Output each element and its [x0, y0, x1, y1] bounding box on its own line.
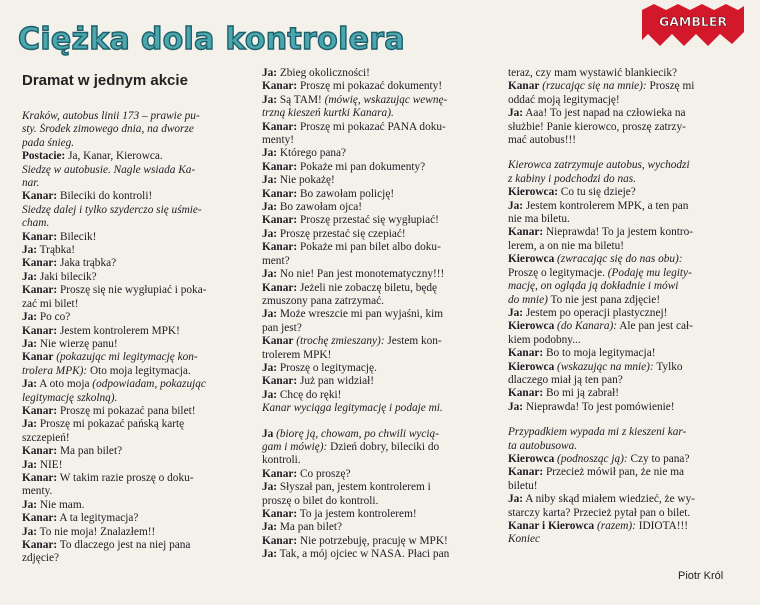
text-line: [508, 121, 746, 134]
text-line: [262, 255, 500, 268]
text-line: [508, 67, 746, 80]
dialogue-text: Którego pana?: [277, 147, 347, 160]
stage-direction: (razem):: [594, 520, 636, 532]
dialogue-text: Tak, a mój ojciec w NASA. Płaci pan: [277, 548, 450, 561]
text-line: [262, 295, 500, 308]
gambler-logo: [640, 4, 746, 50]
text-line: [262, 441, 500, 454]
speaker-label: Ja:: [22, 458, 38, 471]
speaker-label: Kanar: [508, 80, 540, 93]
text-line: [22, 244, 254, 257]
stage-direction: Siedzę dalej i tylko szyderczo się uśmie-: [22, 203, 202, 216]
text-line: [262, 201, 500, 214]
text-line: [508, 493, 746, 506]
speaker-label: Ja:: [262, 308, 278, 321]
speaker-label: Ja:: [262, 147, 278, 160]
stage-direction: do mnie): [508, 293, 548, 306]
dialogue-text: Ma pan bilet?: [57, 445, 123, 458]
text-line: [508, 186, 746, 199]
dialogue-text: zdjęcie?: [22, 552, 59, 565]
speaker-label: Kanar:: [262, 534, 298, 547]
dialogue-text: Proszę mi pokazać pana bilet!: [57, 404, 196, 417]
stage-direction: (pokazując mi legitymację kon-: [53, 351, 198, 364]
text-line: [262, 402, 500, 415]
dialogue-text: Proszę się nie wygłupiać i poka-: [57, 284, 207, 297]
dialogue-text: Bileciki do kontroli!: [57, 190, 153, 203]
text-line: [262, 548, 500, 561]
text-column-2: [262, 67, 500, 562]
text-line: [22, 459, 254, 472]
text-line: [508, 520, 746, 533]
logo-text: GAMBLER: [658, 14, 728, 29]
dialogue-text: Nieprawda! To jest pomówienie!: [523, 400, 675, 413]
dialogue-text: proszę o bilet do kontroli.: [262, 494, 379, 507]
stage-direction: z kabiny i podchodzi do nas.: [508, 172, 637, 185]
stage-direction: Siedzę w autobusie. Nagle wsiada Ka-: [22, 163, 196, 176]
dialogue-text: Przecież mówił pan, że nie ma: [543, 466, 684, 479]
text-line: [22, 311, 254, 324]
dialogue-text: Nie pokażę!: [277, 174, 335, 187]
speaker-label: Kierowca: [508, 452, 555, 465]
stage-direction: (podnosząc ją):: [554, 452, 628, 465]
dialogue-text: Jestem kontrolerem MPK!: [57, 324, 180, 337]
text-line: [262, 107, 500, 120]
dialogue-text: Proszę mi: [646, 80, 695, 93]
stage-direction: cham.: [22, 217, 50, 230]
text-line: [262, 389, 500, 402]
dialogue-text: Ja, Kanar, Kierowca.: [65, 150, 163, 163]
dialogue-text: Już pan widział!: [297, 375, 375, 388]
speaker-label: Kanar:: [22, 190, 58, 203]
text-line: [22, 418, 254, 431]
speaker-label: Kanar:: [508, 226, 544, 239]
speaker-label: Kanar:: [262, 508, 298, 520]
speaker-label: Ja:: [22, 311, 38, 324]
text-line: [262, 94, 500, 107]
dialogue-text: W takim razie proszę o doku-: [57, 471, 194, 484]
stage-direction: (biorę ją, chowam, po chwili wycią-: [273, 427, 439, 440]
speaker-label: Kanar:: [22, 512, 58, 525]
dialogue-text: dlaczego miał ją ten pan?: [508, 373, 623, 386]
stage-direction: Kierowca zatrzymuje autobus, wychodzi: [508, 159, 690, 172]
dialogue-text: Jestem kon-: [384, 335, 442, 348]
text-line: [262, 495, 500, 508]
dialogue-text: Proszę mi pokazać dokumenty!: [297, 80, 443, 93]
text-line: [22, 485, 254, 498]
text-line: [22, 445, 254, 458]
speaker-label: Kierowca: [508, 253, 555, 266]
speaker-label: Ja:: [262, 388, 278, 401]
dialogue-text: Proszę mi pokazać pańską kartę: [37, 418, 185, 431]
speaker-label: Kanar:: [508, 466, 544, 479]
dialogue-text: Proszę przestać się czepiać!: [277, 227, 406, 240]
stage-direction: pada śnieg.: [22, 136, 75, 149]
stage-direction: trzną kieszeń kurtki Kanara).: [262, 107, 394, 120]
text-line: [22, 365, 254, 378]
stage-direction: (mówię, wskazując wewnę-: [321, 93, 448, 106]
dialogue-text: A ta legitymacja?: [57, 512, 139, 525]
dialogue-text: Może wreszcie mi pan wyjaśni, kim: [277, 308, 444, 321]
dialogue-text: mać autobus!!!: [508, 134, 577, 147]
speaker-label: Kanar:: [508, 387, 544, 400]
text-line: [262, 134, 500, 147]
dialogue-text: Proszę o legitymację.: [277, 361, 377, 374]
text-line: [508, 466, 746, 479]
dialogue-text: No nie! Pan jest monotematyczny!!!: [277, 268, 445, 281]
text-column-3: [508, 67, 746, 547]
speaker-label: Kanar:: [262, 120, 298, 133]
stage-direction: sty. Środek zimowego dnia, na dworze: [22, 123, 194, 136]
speaker-label: Kanar: [262, 335, 294, 348]
text-line: [508, 440, 746, 453]
dialogue-text: Bo zawołam ojca!: [277, 201, 363, 214]
dialogue-text: Po co?: [37, 311, 71, 324]
dialogue-text: Jestem kontrolerem MPK, a ten pan: [523, 199, 689, 212]
dialogue-text: Jaki bilecik?: [37, 270, 97, 283]
speaker-label: Ja:: [262, 227, 278, 240]
speaker-label: Kanar: [22, 351, 54, 364]
text-line: [262, 174, 500, 187]
text-line: [22, 338, 254, 351]
text-line: [508, 480, 746, 493]
text-line: [22, 378, 254, 391]
dialogue-text: Nieprawda! To ja jestem kontro-: [543, 226, 694, 239]
dialogue-text: Chcę do ręki!: [277, 388, 342, 401]
dialogue-text: A oto moja: [37, 378, 90, 391]
text-line: [508, 361, 746, 374]
speaker-label: Ja:: [262, 174, 278, 187]
text-line: [508, 453, 746, 466]
dialogue-text: Dzień dobry, bileciki do: [327, 440, 440, 453]
speaker-label: Ja:: [508, 107, 524, 120]
text-line: [508, 159, 746, 172]
dialogue-text: Ma pan bilet?: [277, 521, 342, 534]
speaker-label: Ja:: [22, 378, 38, 391]
speaker-label: Ja:: [22, 418, 38, 431]
speaker-label: Ja:: [262, 268, 278, 281]
text-line: [22, 552, 254, 565]
gambler-logo-graphic: [640, 4, 746, 50]
text-line: [508, 134, 746, 147]
speaker-label: Ja:: [22, 244, 38, 257]
speaker-label: Kanar:: [22, 324, 58, 337]
dialogue-text: Jeżeli nie zobaczę biletu, będę: [297, 281, 438, 294]
text-line: [262, 349, 500, 362]
text-line: [22, 325, 254, 338]
text-line: [262, 268, 500, 281]
stage-direction: (rzucając się na mnie):: [539, 80, 647, 93]
text-line: [22, 164, 254, 177]
dialogue-text: służbie! Panie kierowco, proszę zatrzy-: [508, 120, 686, 133]
text-line: [508, 347, 746, 360]
speaker-label: Kanar:: [262, 281, 298, 294]
stage-direction: (trochę zmieszany):: [293, 335, 385, 348]
dialogue-text: Proszę mi pokazać PANA doku-: [297, 120, 446, 133]
text-line: [22, 123, 254, 136]
dialogue-text: pan jest?: [262, 321, 302, 334]
speaker-label: Ja: [262, 427, 274, 440]
speaker-label: Ja:: [22, 525, 38, 538]
speaker-label: Kanar:: [508, 347, 544, 360]
stage-direction: Kanar wyciąga legitymację i podaje mi.: [262, 402, 443, 415]
text-line: [262, 362, 500, 375]
dialogue-text: Trąbka!: [37, 244, 76, 257]
text-line: [22, 217, 254, 230]
stage-direction: legitymację szkolną).: [22, 391, 118, 404]
stage-direction: nar.: [22, 177, 40, 190]
text-line: [508, 267, 746, 280]
dialogue-text: biletu!: [508, 479, 538, 492]
stage-direction: trolera MPK):: [22, 364, 88, 377]
text-line: [508, 334, 746, 347]
dialogue-text: Słyszał pan, jestem kontrolerem i: [277, 481, 431, 494]
dialogue-text: Są TAM!: [277, 93, 322, 106]
speaker-label: Ja:: [262, 93, 278, 106]
speaker-label: Kanar:: [22, 230, 58, 243]
stage-direction: (wskazując na mnie):: [554, 360, 654, 373]
speaker-label: Ja:: [262, 67, 278, 79]
text-line: [508, 387, 746, 400]
dialogue-text: kontroli.: [262, 454, 301, 467]
stage-direction: mację, on ogląda ją dokładnie i mówi: [508, 280, 679, 293]
text-line: [508, 240, 746, 253]
text-line: [262, 322, 500, 335]
speaker-label: Ja:: [262, 361, 278, 374]
speaker-label: Ja:: [262, 521, 278, 534]
speaker-label: Kanar:: [22, 539, 58, 551]
speaker-label: Kanar:: [262, 187, 298, 200]
dialogue-text: Bilecik!: [57, 230, 97, 243]
stage-direction: (zwracając się do nas obu):: [554, 253, 683, 266]
dialogue-text: Aaa! To jest napad na człowieka na: [523, 107, 686, 120]
text-line: [22, 499, 254, 512]
dialogue-text: zać mi bilet!: [22, 297, 79, 310]
text-line: [262, 241, 500, 254]
text-line: [262, 508, 500, 521]
dialogue-text: Jaka trąbka?: [57, 257, 117, 270]
text-line: [508, 173, 746, 186]
text-line: [22, 539, 254, 552]
dialogue-text: Nie potrzebuję, pracuję w MPK!: [297, 534, 448, 547]
text-line: [22, 284, 254, 297]
text-line: [22, 472, 254, 485]
text-line: [262, 481, 500, 494]
stage-direction: (odpowiadam, pokazując: [89, 378, 206, 391]
speaker-label: Ja:: [22, 498, 38, 511]
dialogue-text: Pokaże mi pan bilet albo doku-: [297, 241, 441, 254]
stage-direction: gam i mówię):: [262, 440, 328, 453]
text-line: [22, 177, 254, 190]
dialogue-text: Nie mam.: [37, 498, 85, 511]
speaker-label: Kanar i Kierowca: [508, 520, 595, 532]
dialogue-text: IDIOTA!!!: [635, 520, 689, 532]
text-line: [262, 121, 500, 134]
article-subtitle: Dramat w jednym akcie: [22, 72, 188, 89]
text-line: [508, 507, 746, 520]
dialogue-text: Zbieg okoliczności!: [277, 67, 370, 79]
text-column-1: [22, 110, 254, 566]
text-line: [508, 94, 746, 107]
dialogue-text: Proszę przestać się wygłupiać!: [297, 214, 439, 227]
text-line: [262, 161, 500, 174]
text-line: [22, 150, 254, 163]
dialogue-text: Bo zawołam policję!: [297, 187, 395, 200]
dialogue-text: NIE!: [37, 458, 63, 471]
text-line: [262, 147, 500, 160]
speaker-label: Ja:: [262, 201, 278, 214]
text-line: [508, 80, 746, 93]
dialogue-text: starczy karta? Przecież pytał pan o bilet.: [508, 506, 691, 519]
author-signature: Piotr Król: [678, 570, 724, 582]
dialogue-text: zmuszony pana zatrzymać.: [262, 294, 385, 307]
speaker-label: Kanar:: [262, 467, 298, 480]
text-line: [508, 307, 746, 320]
speaker-label: Kanar:: [262, 241, 298, 254]
text-line: [22, 271, 254, 284]
text-line: [508, 401, 746, 414]
stage-direction: Kraków, autobus linii 173 – prawie pu-: [22, 110, 200, 122]
text-line: [508, 253, 746, 266]
dialogue-text: Jestem po operacji plastycznej!: [523, 306, 668, 319]
dialogue-text: To nie moja! Znalazłem!!: [37, 525, 156, 538]
speaker-label: Ja:: [262, 548, 278, 561]
speaker-label: Kanar:: [262, 214, 298, 227]
dialogue-text: kiem podobny...: [508, 333, 581, 346]
dialogue-text: To nie jest pana zdjęcie!: [547, 293, 661, 306]
text-line: [22, 231, 254, 244]
text-line: [508, 280, 746, 293]
text-line: [22, 392, 254, 405]
dialogue-text: Co proszę?: [297, 467, 351, 480]
stage-direction: (Podaję mu legity-: [604, 266, 692, 279]
speaker-label: Ja:: [262, 481, 278, 494]
text-line: [22, 257, 254, 270]
speaker-label: Kierowca: [508, 320, 555, 333]
dialogue-text: menty!: [262, 134, 294, 147]
text-line: [262, 428, 500, 441]
dialogue-text: menty.: [22, 485, 53, 498]
dialogue-text: A niby skąd miałem wiedzieć, że wy-: [523, 493, 695, 506]
speaker-label: Kanar:: [22, 471, 58, 484]
text-line: [508, 426, 746, 439]
dialogue-text: Ale pan jest cał-: [617, 320, 693, 333]
text-line: [22, 526, 254, 539]
text-line: [262, 188, 500, 201]
dialogue-text: Proszę o legitymacje.: [508, 266, 605, 279]
text-line: [22, 512, 254, 525]
text-line: [262, 80, 500, 93]
text-line: [262, 335, 500, 348]
text-line: [508, 533, 746, 546]
text-line: [22, 204, 254, 217]
text-line: [22, 351, 254, 364]
text-line: [262, 521, 500, 534]
speaker-label: Kanar:: [262, 375, 298, 388]
speaker-label: Ja:: [508, 400, 524, 413]
speaker-label: Ja:: [508, 493, 524, 506]
speaker-label: Kanar:: [262, 80, 298, 93]
text-line: [508, 213, 746, 226]
speaker-label: Kierowca:: [508, 186, 558, 199]
text-line: [22, 298, 254, 311]
speaker-label: Kanar:: [262, 160, 298, 173]
text-line: [262, 308, 500, 321]
dialogue-text: ment?: [262, 254, 290, 267]
dialogue-text: oddać moją legitymację!: [508, 93, 620, 106]
dialogue-text: trolerem MPK!: [262, 348, 332, 361]
text-line: [262, 67, 500, 80]
text-line: [262, 228, 500, 241]
text-line: [22, 110, 254, 123]
dialogue-text: Tylko: [653, 360, 683, 373]
dialogue-text: Czy to pana?: [627, 452, 690, 465]
dialogue-text: Nie wierzę panu!: [37, 337, 118, 350]
text-line: [262, 214, 500, 227]
dialogue-text: To dlaczego jest na niej pana: [57, 539, 191, 551]
dialogue-text: nie ma biletu.: [508, 213, 570, 226]
text-line: [22, 190, 254, 203]
text-line: [22, 405, 254, 418]
text-line: [262, 282, 500, 295]
text-line: [508, 294, 746, 307]
speaker-label: Kanar:: [22, 404, 58, 417]
speaker-label: Ja:: [22, 337, 38, 350]
text-line: [508, 107, 746, 120]
speaker-label: Ja:: [508, 199, 524, 212]
text-line: [262, 535, 500, 548]
speaker-label: Kanar:: [22, 257, 58, 270]
text-line: [508, 226, 746, 239]
stage-direction: (do Kanara):: [554, 320, 617, 333]
dialogue-text: lerem, a on nie ma biletu!: [508, 239, 625, 252]
text-line: [508, 200, 746, 213]
text-line: [262, 375, 500, 388]
speaker-label: Ja:: [508, 306, 524, 319]
article-title: Ciężka dola kontrolera: [18, 22, 405, 57]
text-line: [262, 468, 500, 481]
dialogue-text: Pokaże mi pan dokumenty?: [297, 160, 426, 173]
dialogue-text: Bo mi ją zabrał!: [543, 387, 620, 400]
dialogue-text: Oto moja legitymacja.: [87, 364, 191, 377]
text-line: [508, 320, 746, 333]
text-line: [22, 137, 254, 150]
speaker-label: Kanar:: [22, 284, 58, 297]
stage-direction: Przypadkiem wypada mi z kieszeni kar-: [508, 426, 687, 439]
speaker-label: Kierowca: [508, 360, 555, 373]
dialogue-text: Co tu się dzieje?: [557, 186, 636, 199]
dialogue-text: Bo to moja legitymacja!: [543, 347, 656, 360]
dialogue-text: szczepień!: [22, 431, 70, 444]
speaker-label: Postacie:: [22, 150, 66, 163]
speaker-label: Ja:: [22, 270, 38, 283]
stage-direction: ta autobusowa.: [508, 439, 578, 452]
speaker-label: Kanar:: [22, 445, 58, 458]
text-line: [262, 454, 500, 467]
text-line: [22, 432, 254, 445]
text-line: [508, 374, 746, 387]
dialogue-text: teraz, czy mam wystawić blankiecik?: [508, 67, 678, 79]
stage-direction: Koniec: [508, 533, 540, 546]
dialogue-text: To ja jestem kontrolerem!: [297, 508, 417, 520]
